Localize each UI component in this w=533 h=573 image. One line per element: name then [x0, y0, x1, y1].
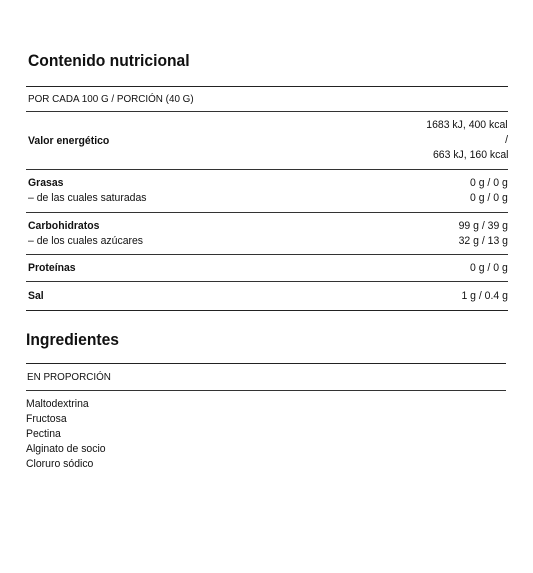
protein-rule	[26, 281, 508, 282]
ingredients-top-rule	[26, 363, 506, 364]
carbs-value: 99 g / 39 g	[458, 220, 508, 232]
carbs-rule	[26, 254, 508, 255]
energy-rule	[26, 169, 508, 170]
energy-value-kj-portion: 663 kJ, 160 kcal	[432, 149, 508, 161]
energy-value-kj-100g: 1683 kJ, 400 kcal	[426, 119, 508, 131]
energy-label: Valor energético	[28, 135, 110, 147]
ingredient-item: Alginato de socio	[26, 443, 106, 455]
carbs-label: Carbohidratos	[28, 220, 100, 232]
energy-value-separator: /	[505, 134, 508, 146]
protein-label: Proteínas	[28, 262, 76, 274]
protein-value: 0 g / 0 g	[470, 262, 508, 274]
salt-label: Sal	[28, 290, 44, 302]
ingredient-item: Cloruro sódico	[26, 458, 94, 470]
sugars-value: 32 g / 13 g	[458, 235, 508, 247]
nutrition-header: POR CADA 100 G / PORCIÓN (40 G)	[28, 93, 194, 105]
ingredient-item: Maltodextrina	[26, 398, 89, 410]
saturated-fat-label: – de las cuales saturadas	[28, 192, 147, 204]
ingredients-title: Ingredientes	[26, 330, 120, 349]
ingredient-item: Pectina	[26, 428, 61, 440]
nutrition-header-rule	[26, 111, 508, 112]
fat-label: Grasas	[28, 177, 64, 189]
saturated-fat-value: 0 g / 0 g	[470, 192, 508, 204]
nutrition-title: Contenido nutricional	[28, 51, 190, 70]
salt-rule	[26, 310, 508, 311]
ingredients-header-rule	[26, 390, 506, 391]
salt-value: 1 g / 0.4 g	[461, 290, 508, 302]
nutrition-top-rule	[26, 86, 508, 87]
fat-rule	[26, 212, 508, 213]
sugars-label: – de los cuales azúcares	[28, 235, 144, 247]
ingredients-header: EN PROPORCIÓN	[27, 371, 111, 383]
ingredient-item: Fructosa	[26, 413, 67, 425]
fat-value: 0 g / 0 g	[470, 177, 508, 189]
